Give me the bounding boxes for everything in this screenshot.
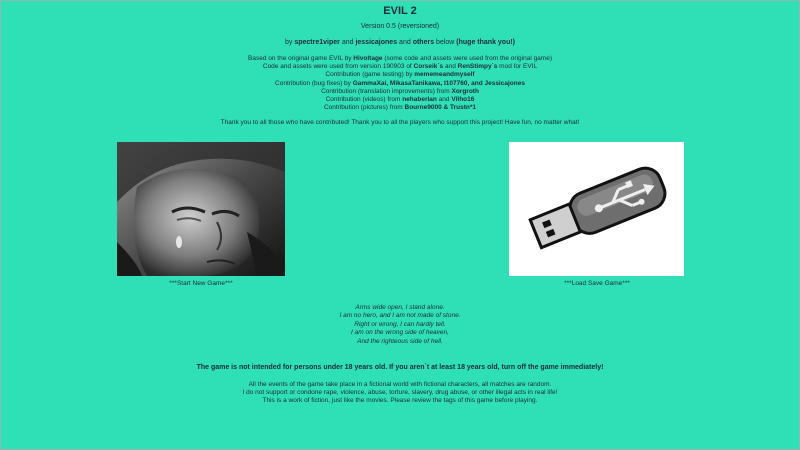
disclaimer-line: All the events of the game take place in a fictional world with fictional characters, all matches are random.: [248, 381, 552, 388]
credits-block: [0, 55, 800, 112]
thanks-line: Thank you to all those who have contributed! Thank you to all the players who support this project! Have fun, no matter what!: [220, 119, 580, 126]
start-new-game-label[interactable]: ***Start New Game***: [169, 280, 233, 287]
load-save-game-label[interactable]: ***Load Save Game***: [564, 280, 630, 287]
disclaimer-block: [0, 381, 800, 405]
poem-block: [0, 304, 800, 346]
start-new-game-button[interactable]: [117, 142, 285, 290]
poem-line: I am on the wrong side of heaven,: [351, 329, 449, 337]
credit-line: Contribution (game testing) by mememeandmyself: [325, 71, 475, 79]
usb-drive-image[interactable]: [509, 142, 684, 276]
disclaimer-line: This is a work of fiction, just like the movies. Please review the tags of this game before playing.: [262, 397, 538, 404]
credit-line: Contribution (bug fixes) by GammaXai, MikasaTanikawa, I107760, and Jessicajones: [275, 79, 525, 87]
poem-line: I am no hero, and I am not made of stone.: [339, 312, 461, 320]
game-title: EVIL 2: [383, 5, 417, 17]
credit-line: Based on the original game EVIL by Hivoltage (some code and assets were used from the original game): [248, 55, 552, 62]
credit-line: Contribution (translation improvements) from Xorgroth: [321, 87, 479, 95]
disclaimer-line: I do not support or condone rape, violence, abuse, torture, slavery, drug abuse, or other illegal acts in real life!: [242, 389, 558, 396]
age-warning: The game is not intended for persons under 18 years old. If you aren`t at least 18 years old, turn off the game immediately!: [196, 364, 604, 371]
authors-line: by spectre1viper and jessicajones and others below (huge thank you!): [284, 39, 516, 46]
load-save-game-button[interactable]: [509, 142, 684, 290]
version-text: Version 0.5 (reversioned): [360, 23, 440, 30]
credit-line: Code and assets were used from version 190903 of Corseik`s and RenStimpy`s mod for EVIL: [262, 63, 538, 71]
poem-line: Right or wrong, I can hardly tell.: [354, 320, 446, 328]
crying-statue-image[interactable]: [117, 142, 285, 276]
credit-line: Contribution (pictures) from Bourne9000 & Trustn*1: [323, 104, 477, 112]
poem-line: Arms wide open, I stand alone.: [355, 304, 445, 311]
poem-line: And the righteous side of hell.: [357, 337, 443, 345]
credit-line: Contribution (videos) from nehaberlan and Vilho16: [325, 96, 475, 104]
